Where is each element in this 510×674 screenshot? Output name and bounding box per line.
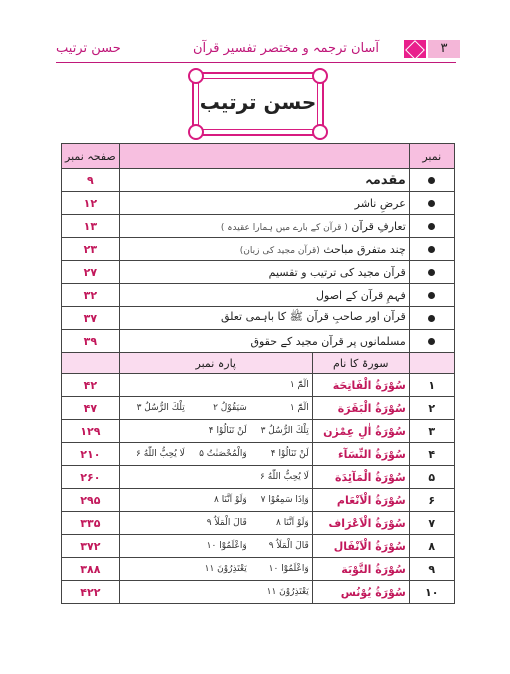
surah-number: ۵ [409,466,454,489]
row-paras-cell [119,374,312,397]
row-page-number: ۳۳۵ [62,512,120,535]
para-list [123,495,309,505]
table-header-row [62,144,455,169]
row-page-number: ۱۳ [62,215,120,238]
row-title: مسلمانوں پر قرآن مجید کے حقوق [250,334,406,348]
para-item: وَالْمُحْصَنٰتُ ۵ [199,449,247,459]
surah-number: ۲ [409,397,454,420]
row-page-number: ۴۷ [62,397,120,420]
row-page-number: ۲۷ [62,261,120,284]
surah-number: ۹ [409,558,454,581]
row-page-number: ۳۷ [62,307,120,330]
table-row [62,307,455,330]
para-list [123,587,309,597]
row-page-number: ۱۲ [62,192,120,215]
row-bullet-cell [409,192,454,215]
row-paras-cell [119,466,312,489]
row-paras-cell [119,489,312,512]
row-bullet-cell [409,169,454,192]
flourish-icon [188,124,204,140]
surah-name: سُوْرَةُ الْاَنْعَام [312,489,409,512]
para-item: وَلَوْ اَنَّنَا ۸ [275,518,309,528]
para-list [123,449,309,459]
para-item: يَعْتَذِرُوْنَ ۱۱ [204,564,247,574]
row-page-number: ۲۹۵ [62,489,120,512]
row-page-number: ۳۲ [62,284,120,307]
table-row [62,420,455,443]
bullet-icon [428,269,435,276]
bullet-icon [428,177,435,184]
surah-number: ۸ [409,535,454,558]
row-paras-cell [119,535,312,558]
row-page-number: ۴۲ [62,374,120,397]
para-item: لَا يُحِبُّ اللّٰهُ ۶ [136,449,185,459]
row-title-cell [119,215,409,238]
page-title: حسن ترتیب [199,90,317,114]
row-paras-cell [119,581,312,604]
row-paras-cell [119,558,312,581]
bullet-icon [428,223,435,230]
para-list [123,518,309,528]
para-item: الٓمّٓ ۱ [289,380,309,390]
surah-number: ۳ [409,420,454,443]
row-title: قرآن مجید کی ترتیب و تقسیم [268,265,406,279]
page-header [56,40,456,62]
table-row [62,169,455,192]
surah-name: سُوْرَةُ الْبَقَرَة [312,397,409,420]
title-cartouche [192,72,324,136]
para-list [123,403,309,413]
para-item: يَعْتَذِرُوْنَ ۱۱ [266,587,309,597]
surah-name: سُوْرَةُ اٰلِ عِمْرٰن [312,420,409,443]
surah-number: ۶ [409,489,454,512]
empty-cell [409,353,454,374]
para-list [123,541,309,551]
row-paras-cell [119,512,312,535]
surah-name-header: سورۃ کا نام [312,353,409,374]
row-page-number: ۲۳ [62,238,120,261]
table-row [62,489,455,512]
row-title: تعارفِ قرآن [351,219,406,233]
row-title: فہمِ قرآن کے اصول [316,288,406,302]
table-row [62,192,455,215]
row-title-cell [119,284,409,307]
para-number-header: پارہ نمبر [119,353,312,374]
empty-cell [62,353,120,374]
row-bullet-cell [409,330,454,353]
page-number: ۳ [428,40,460,58]
para-list [123,380,309,390]
table-row [62,284,455,307]
para-item: الٓمّٓ ۱ [289,403,309,413]
surah-name: سُوْرَةُ الْمَآئِدَة [312,466,409,489]
row-title: مقدمہ [365,172,406,188]
row-title-cell [119,169,409,192]
surah-number: ۱۰ [409,581,454,604]
row-bullet-cell [409,238,454,261]
surah-name: سُوْرَةُ التَّوْبَة [312,558,409,581]
bullet-icon [428,246,435,253]
row-note: (قرآن مجید کی زبان) [239,245,320,256]
para-item: وَلَوْ اَنَّنَا ۸ [213,495,247,505]
surah-number: ۱ [409,374,454,397]
para-item: لَنْ تَنَالُوْا ۴ [270,449,309,459]
row-title-cell [119,192,409,215]
row-title: عرضِ ناشر [354,196,406,210]
para-item: وَاعْلَمُوْٓا ۱۰ [268,564,309,574]
row-note: ( قرآن کے بارے میں ہمارا عقیدہ ) [220,222,348,233]
surah-name: سُوْرَةُ الْاَعْرَاف [312,512,409,535]
ornament-icon [404,40,426,58]
row-paras-cell [119,420,312,443]
page-number-header: صفحہ نمبر [62,144,120,169]
surah-header-row [62,353,455,374]
bullet-icon [428,292,435,299]
row-paras-cell [119,397,312,420]
book-title: آسان ترجمہ و مختصر تفسیر قرآن [192,41,380,56]
table-row [62,261,455,284]
para-item: وَاِذَا سَمِعُوْا ۷ [260,495,309,505]
table-row [62,330,455,353]
surah-number: ۷ [409,512,454,535]
surah-name: سُوْرَةُ النِّسَآء [312,443,409,466]
table-row [62,581,455,604]
table-row [62,558,455,581]
row-title-cell [119,238,409,261]
number-header: نمبر [409,144,454,169]
surah-name: سُوْرَةُ يُوْنُس [312,581,409,604]
para-item: تِلْكَ الرُّسُلُ ۳ [260,426,309,436]
row-page-number: ۳۹ [62,330,120,353]
table-row [62,238,455,261]
row-bullet-cell [409,307,454,330]
para-item: سَيَقُوْلُ ۲ [213,403,247,413]
table-row [62,374,455,397]
row-page-number: ۲۱۰ [62,443,120,466]
row-title: چند متفرق مباحث [323,242,406,256]
table-row [62,215,455,238]
row-page-number: ۳۸۸ [62,558,120,581]
bullet-icon [428,338,435,345]
table-row [62,512,455,535]
para-item: لَا يُحِبُّ اللّٰهُ ۶ [260,472,309,482]
flourish-icon [312,124,328,140]
para-item: لَنْ تَنَالُوْا ۴ [208,426,247,436]
row-page-number: ۴۲۲ [62,581,120,604]
row-page-number: ۲۶۰ [62,466,120,489]
row-paras-cell [119,443,312,466]
row-bullet-cell [409,284,454,307]
para-list [123,564,309,574]
table-row [62,397,455,420]
table-row [62,443,455,466]
bullet-icon [428,315,435,322]
row-title: قرآن اور صاحبِ قرآن ﷺ کا باہمی تعلق [220,310,406,323]
row-page-number: ۱۲۹ [62,420,120,443]
row-title-cell [119,261,409,284]
flourish-icon [188,68,204,84]
flourish-icon [312,68,328,84]
para-list [123,426,309,436]
para-item: قَالَ الْمَلَاُ ۹ [268,541,309,551]
para-item: وَاعْلَمُوْٓا ۱۰ [206,541,247,551]
para-list [123,472,309,482]
para-item: قَالَ الْمَلَاُ ۹ [206,518,247,528]
surah-name: سُوْرَةُ الْاَنْفَال [312,535,409,558]
surah-number: ۴ [409,443,454,466]
contents-table [61,143,455,604]
para-item: تِلْكَ الرُّسُلُ ۳ [136,403,185,413]
row-title-cell [119,307,409,330]
row-page-number: ۳۷۲ [62,535,120,558]
row-bullet-cell [409,261,454,284]
running-title: حسن ترتیب [56,41,121,56]
header-rule [56,62,456,63]
row-page-number: ۹ [62,169,120,192]
table-row [62,535,455,558]
table-row [62,466,455,489]
row-bullet-cell [409,215,454,238]
bullet-icon [428,200,435,207]
surah-name: سُوْرَةُ الْفَاتِحَة [312,374,409,397]
row-title-cell [119,330,409,353]
